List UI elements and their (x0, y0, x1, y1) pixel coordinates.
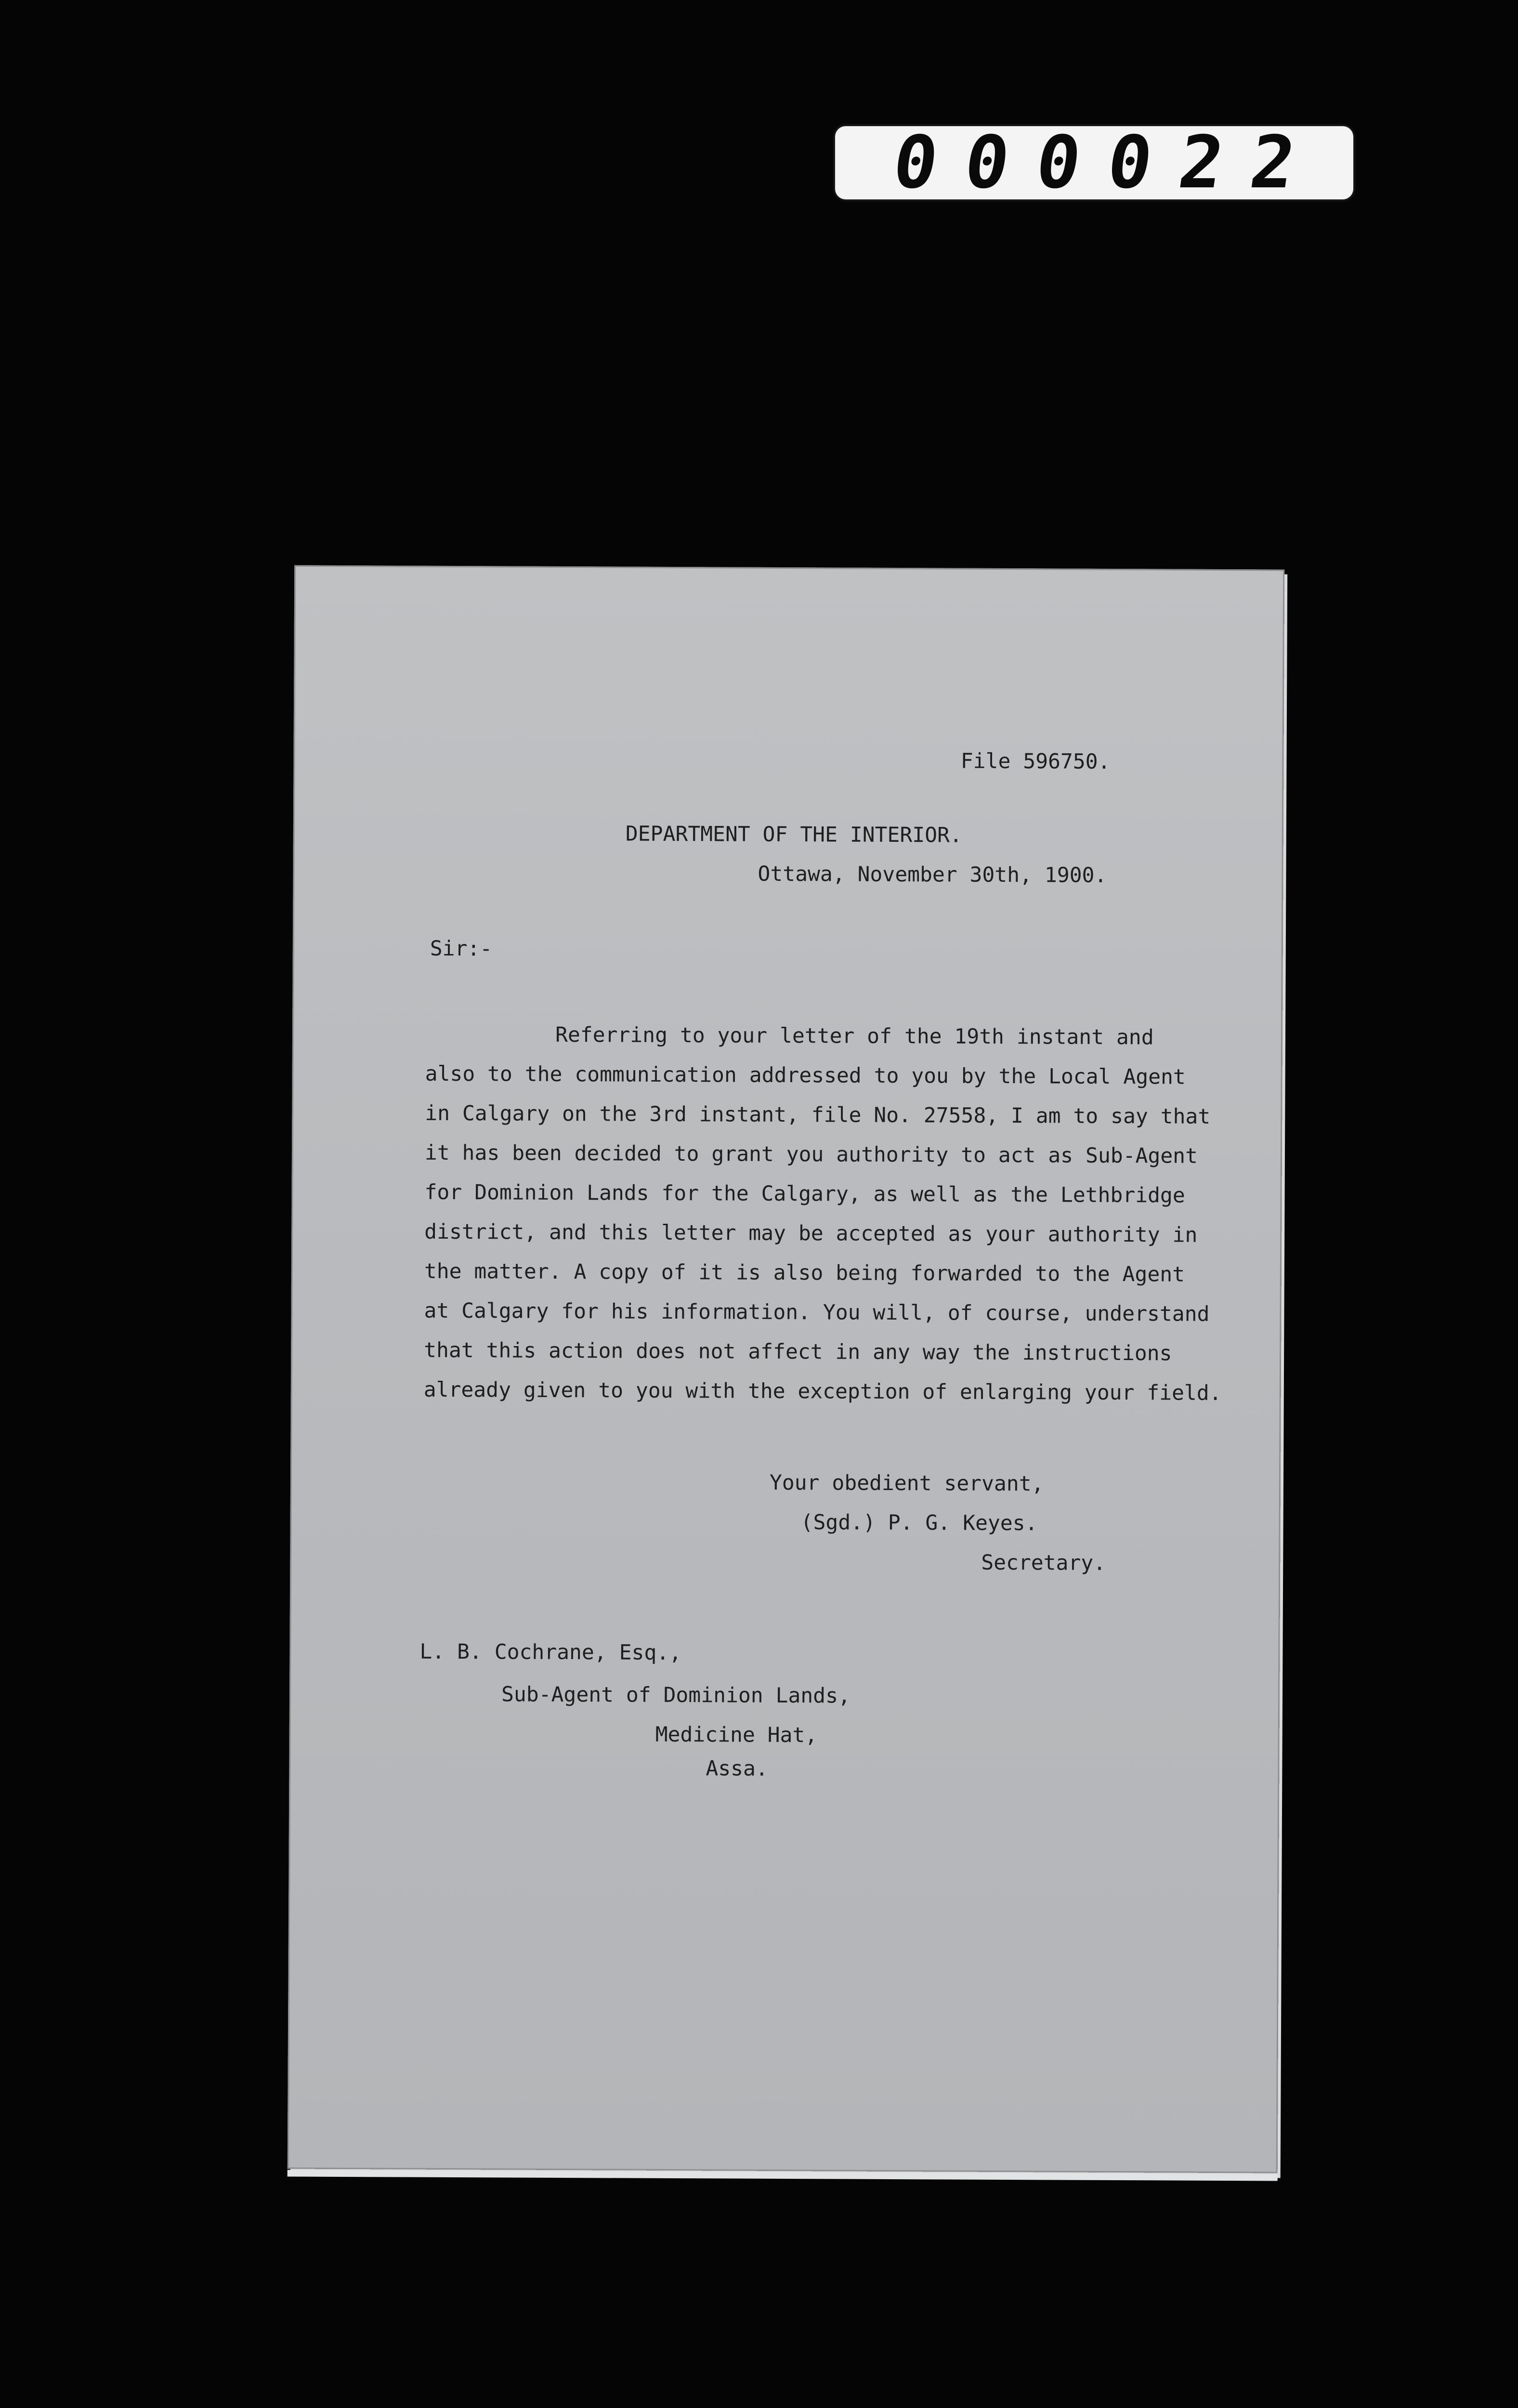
addressee-position: Sub-Agent of Dominion Lands, (501, 1682, 851, 1708)
body-line: already given to you with the exception of enlarging your field. (423, 1377, 1222, 1405)
signer-title: Secretary. (981, 1550, 1106, 1575)
addressee-city: Medicine Hat, (655, 1722, 818, 1748)
body-line: also to the communication addressed to you by the Local Agent (425, 1061, 1186, 1089)
body-line: district, and this letter may be accepted as your authority in (424, 1219, 1198, 1247)
body-line: the matter. A copy of it is also being forwarded to the Agent (424, 1259, 1185, 1287)
body-line: for Dominion Lands for the Calgary, as well as the Lethbridge (424, 1180, 1185, 1208)
addressee-name: L. B. Cochrane, Esq., (419, 1639, 682, 1665)
body-line: at Calgary for his information. You will, of course, understand (424, 1298, 1210, 1326)
department-heading: DEPARTMENT OF THE INTERIOR. (625, 822, 962, 848)
letter-page (288, 565, 1285, 2173)
body-line: it has been decided to grant you authority to act as Sub-Agent (424, 1140, 1198, 1168)
salutation: Sir:- (430, 936, 493, 961)
body-line: in Calgary on the 3rd instant, file No. 27558, I am to say that (425, 1101, 1211, 1129)
closing: Your obedient servant, (769, 1470, 1044, 1496)
letter-body (423, 1015, 1222, 1413)
dateline: Ottawa, November 30th, 1900. (758, 862, 1107, 888)
frame-number: 000022 (888, 121, 1329, 205)
body-line: Referring to your letter of the 19th instant and (555, 1022, 1154, 1050)
signature-line: (Sgd.) P. G. Keyes. (800, 1510, 1038, 1536)
addressee-region: Assa. (706, 1756, 768, 1781)
body-line: that this action does not affect in any way the instructions (424, 1338, 1172, 1366)
frame-counter (835, 121, 1353, 205)
file-number: File 596750. (960, 749, 1111, 774)
